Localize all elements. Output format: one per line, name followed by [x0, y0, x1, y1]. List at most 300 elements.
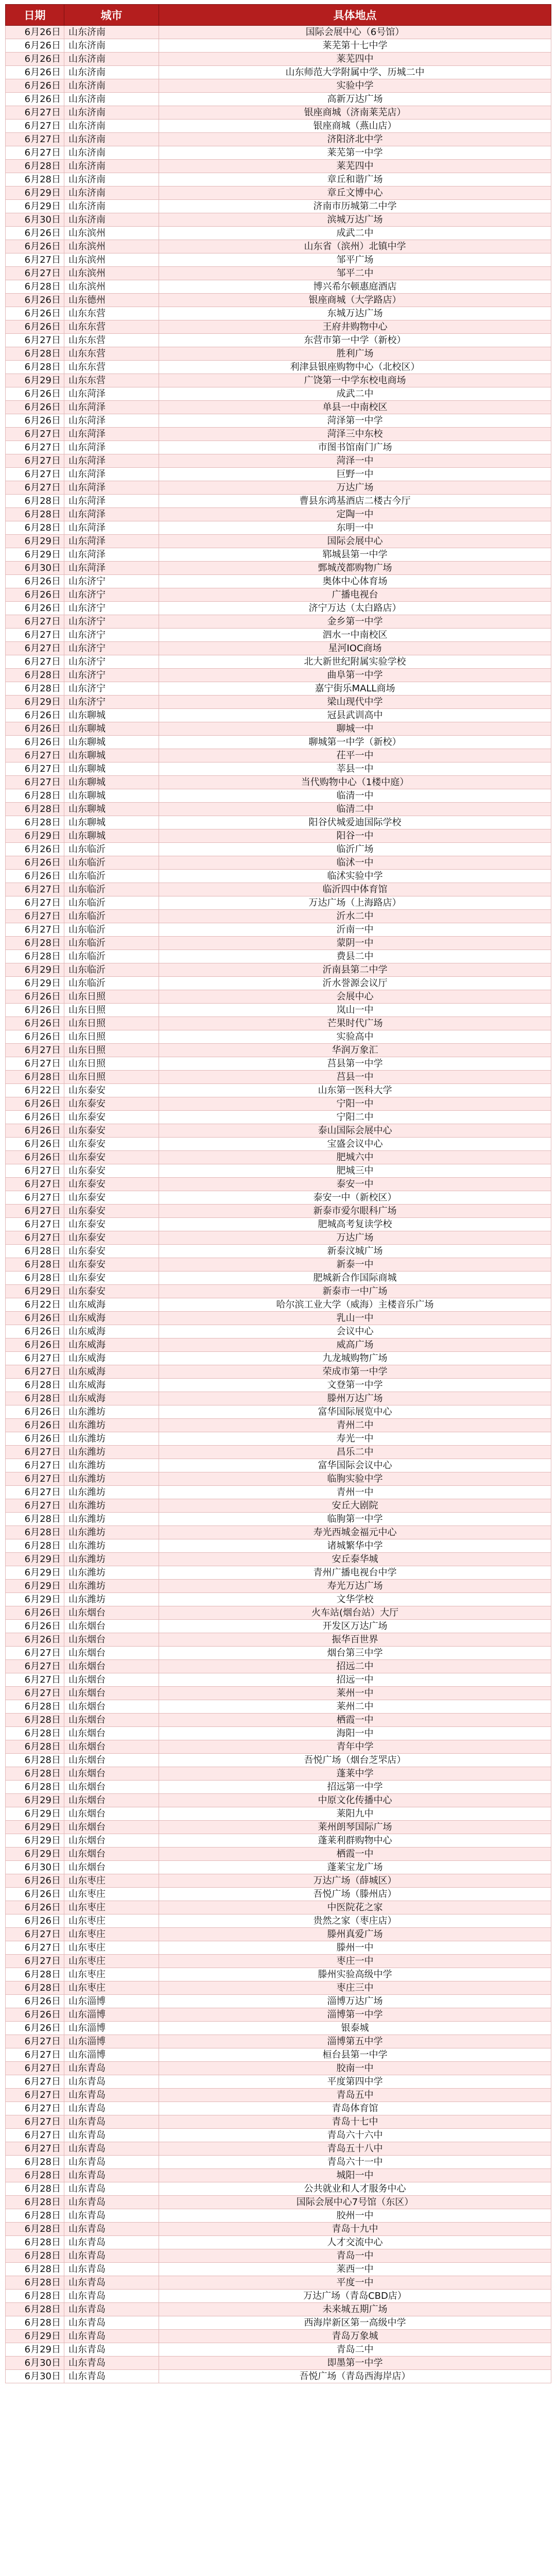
- table-row: [6, 240, 551, 253]
- cell-place: 广播电视台: [159, 588, 551, 602]
- cell-place: 星河IOC商场: [159, 642, 551, 655]
- cell-city: 山东日照: [64, 1071, 159, 1084]
- cell-date: 6月27日: [6, 1365, 64, 1379]
- table-row: [6, 1834, 551, 1848]
- cell-city: 山东泰安: [64, 1164, 159, 1178]
- table-row: [6, 896, 551, 910]
- cell-place: 招远一中: [159, 1673, 551, 1687]
- cell-city: 山东日照: [64, 1017, 159, 1030]
- table-row: [6, 320, 551, 334]
- cell-city: 山东聊城: [64, 762, 159, 776]
- cell-place: 银座商城（济南莱芜店）: [159, 106, 551, 120]
- cell-place: 寿光万达广场: [159, 1580, 551, 1593]
- cell-city: 山东东营: [64, 320, 159, 334]
- table-row: [6, 870, 551, 883]
- table-row: [6, 2142, 551, 2156]
- cell-date: 6月27日: [6, 923, 64, 937]
- table-row: [6, 173, 551, 187]
- cell-place: 诸城繁华中学: [159, 1539, 551, 1553]
- cell-date: 6月30日: [6, 2370, 64, 2383]
- cell-place: 万达广场（薛城区）: [159, 1874, 551, 1888]
- cell-city: 山东菏泽: [64, 495, 159, 508]
- cell-city: 山东青岛: [64, 2290, 159, 2303]
- table-row: [6, 1472, 551, 1486]
- cell-city: 山东聊城: [64, 749, 159, 762]
- cell-date: 6月26日: [6, 736, 64, 749]
- cell-city: 山东泰安: [64, 1285, 159, 1298]
- cell-city: 山东枣庄: [64, 1928, 159, 1941]
- cell-city: 山东济南: [64, 200, 159, 213]
- cell-date: 6月27日: [6, 454, 64, 468]
- cell-city: 山东青岛: [64, 2276, 159, 2290]
- table-row: [6, 2102, 551, 2115]
- cell-city: 山东日照: [64, 1044, 159, 1057]
- cell-date: 6月26日: [6, 870, 64, 883]
- cell-place: 即墨第一中学: [159, 2357, 551, 2370]
- cell-date: 6月26日: [6, 93, 64, 106]
- cell-date: 6月26日: [6, 1030, 64, 1044]
- table-row: [6, 937, 551, 950]
- cell-city: 山东青岛: [64, 2263, 159, 2276]
- cell-city: 山东济南: [64, 120, 159, 133]
- cell-date: 6月27日: [6, 2062, 64, 2075]
- cell-city: 山东潍坊: [64, 1580, 159, 1593]
- cell-city: 山东聊城: [64, 803, 159, 816]
- cell-place: 万达广场（上海路店）: [159, 896, 551, 910]
- cell-city: 山东烟台: [64, 1754, 159, 1767]
- cell-city: 山东潍坊: [64, 1446, 159, 1459]
- cell-place: 安丘泰华城: [159, 1553, 551, 1566]
- table-row: [6, 843, 551, 856]
- cell-date: 6月27日: [6, 253, 64, 267]
- table-row: [6, 1044, 551, 1057]
- cell-date: 6月27日: [6, 2089, 64, 2102]
- cell-date: 6月27日: [6, 1205, 64, 1218]
- cell-place: 国际会展中心7号馆（东区）: [159, 2196, 551, 2209]
- cell-place: 海阳一中: [159, 1727, 551, 1740]
- table-row: [6, 602, 551, 615]
- cell-city: 山东潍坊: [64, 1405, 159, 1419]
- table-row: [6, 1178, 551, 1191]
- cell-date: 6月27日: [6, 1486, 64, 1499]
- cell-place: 胜利广场: [159, 347, 551, 361]
- cell-place: 莱芜第一中学: [159, 146, 551, 160]
- table-row: [6, 1365, 551, 1379]
- cell-place: 阳谷一中: [159, 829, 551, 843]
- cell-place: 泗水一中南校区: [159, 629, 551, 642]
- table-row: [6, 963, 551, 977]
- cell-date: 6月27日: [6, 1352, 64, 1365]
- cell-city: 山东淄博: [64, 2022, 159, 2035]
- cell-date: 6月26日: [6, 39, 64, 53]
- cell-place: 胶州一中: [159, 2209, 551, 2223]
- cell-date: 6月27日: [6, 106, 64, 120]
- cell-date: 6月27日: [6, 910, 64, 923]
- cell-place: 青州二中: [159, 1419, 551, 1432]
- cell-place: 莘县一中: [159, 762, 551, 776]
- table-row: [6, 2169, 551, 2182]
- cell-date: 6月27日: [6, 1446, 64, 1459]
- cell-place: 蓬莱中学: [159, 1767, 551, 1781]
- cell-place: 枣庄一中: [159, 1955, 551, 1968]
- cell-city: 山东菏泽: [64, 521, 159, 535]
- table-row: [6, 294, 551, 307]
- cell-date: 6月26日: [6, 1312, 64, 1325]
- table-row: [6, 267, 551, 280]
- table-row: [6, 1660, 551, 1673]
- cell-city: 山东淄博: [64, 2035, 159, 2048]
- table-row: [6, 133, 551, 146]
- table-row: [6, 468, 551, 481]
- cell-date: 6月27日: [6, 1057, 64, 1071]
- table-row: [6, 1995, 551, 2008]
- cell-date: 6月26日: [6, 856, 64, 870]
- cell-city: 山东青岛: [64, 2343, 159, 2357]
- table-row: [6, 1513, 551, 1526]
- cell-date: 6月28日: [6, 160, 64, 173]
- cell-date: 6月28日: [6, 1526, 64, 1539]
- table-row: [6, 1606, 551, 1620]
- cell-city: 山东青岛: [64, 2316, 159, 2330]
- cell-date: 6月26日: [6, 722, 64, 736]
- cell-date: 6月27日: [6, 1955, 64, 1968]
- cell-place: 章丘和谐广场: [159, 173, 551, 187]
- cell-date: 6月27日: [6, 1178, 64, 1191]
- cell-place: 实验高中: [159, 1030, 551, 1044]
- table-row: [6, 1593, 551, 1606]
- table-row: [6, 1553, 551, 1566]
- cell-city: 山东烟台: [64, 1647, 159, 1660]
- cell-city: 山东济宁: [64, 629, 159, 642]
- table-row: [6, 2343, 551, 2357]
- cell-place: 嘉宁街乐MALL商场: [159, 682, 551, 696]
- cell-city: 山东菏泽: [64, 441, 159, 454]
- cell-place: 城阳一中: [159, 2169, 551, 2182]
- cell-date: 6月30日: [6, 1861, 64, 1874]
- cell-date: 6月27日: [6, 762, 64, 776]
- table-row: [6, 1004, 551, 1017]
- cell-place: 招远二中: [159, 1660, 551, 1673]
- cell-date: 6月26日: [6, 307, 64, 320]
- cell-place: 平度一中: [159, 2276, 551, 2290]
- cell-place: 临沂四中体育馆: [159, 883, 551, 896]
- cell-place: 济南市历城第二中学: [159, 200, 551, 213]
- cell-city: 山东济宁: [64, 669, 159, 682]
- table-row: [6, 414, 551, 428]
- cell-place: 成武二中: [159, 387, 551, 401]
- cell-city: 山东临沂: [64, 896, 159, 910]
- cell-date: 6月27日: [6, 896, 64, 910]
- cell-place: 聊城一中: [159, 722, 551, 736]
- cell-date: 6月26日: [6, 1874, 64, 1888]
- cell-city: 山东烟台: [64, 1794, 159, 1807]
- cell-date: 6月29日: [6, 1580, 64, 1593]
- cell-city: 山东青岛: [64, 2182, 159, 2196]
- cell-place: 国际会展中心: [159, 535, 551, 548]
- cell-city: 山东济宁: [64, 575, 159, 588]
- cell-city: 山东烟台: [64, 1727, 159, 1740]
- cell-date: 6月28日: [6, 2223, 64, 2236]
- table-row: [6, 1057, 551, 1071]
- cell-date: 6月27日: [6, 441, 64, 454]
- cell-date: 6月27日: [6, 146, 64, 160]
- cell-place: 万达广场: [159, 481, 551, 495]
- header-date: 日期: [6, 5, 64, 26]
- cell-place: 宁阳一中: [159, 1097, 551, 1111]
- table-row: [6, 146, 551, 160]
- cell-city: 山东威海: [64, 1338, 159, 1352]
- cell-place: 中医院花之家: [159, 1901, 551, 1914]
- cell-city: 山东东营: [64, 361, 159, 374]
- cell-place: 沂水二中: [159, 910, 551, 923]
- table-row: [6, 187, 551, 200]
- table-row: [6, 1459, 551, 1472]
- table-row: [6, 1071, 551, 1084]
- cell-place: 泰安一中（新校区）: [159, 1191, 551, 1205]
- cell-date: 6月27日: [6, 615, 64, 629]
- cell-place: 肥城高考复读学校: [159, 1218, 551, 1231]
- cell-place: 市图书馆南门广场: [159, 441, 551, 454]
- cell-city: 山东滨州: [64, 240, 159, 253]
- cell-city: 山东潍坊: [64, 1499, 159, 1513]
- cell-city: 山东临沂: [64, 843, 159, 856]
- cell-place: 青岛二中: [159, 2343, 551, 2357]
- cell-city: 山东青岛: [64, 2102, 159, 2115]
- cell-place: 蓬莱宝龙广场: [159, 1861, 551, 1874]
- cell-date: 6月27日: [6, 1044, 64, 1057]
- cell-place: 茌平一中: [159, 749, 551, 762]
- cell-place: 青岛十九中: [159, 2223, 551, 2236]
- cell-city: 山东济南: [64, 146, 159, 160]
- table-row: [6, 26, 551, 39]
- cell-place: 曹县东鸿基酒店二楼古今厅: [159, 495, 551, 508]
- cell-date: 6月29日: [6, 696, 64, 709]
- cell-city: 山东潍坊: [64, 1526, 159, 1539]
- cell-city: 山东泰安: [64, 1151, 159, 1164]
- cell-place: 邹平广场: [159, 253, 551, 267]
- table-row: [6, 1097, 551, 1111]
- cell-date: 6月27日: [6, 2102, 64, 2115]
- table-row: [6, 1620, 551, 1633]
- cell-city: 山东临沂: [64, 950, 159, 963]
- cell-date: 6月26日: [6, 709, 64, 722]
- table-row: [6, 1258, 551, 1272]
- cell-date: 6月29日: [6, 548, 64, 562]
- cell-date: 6月26日: [6, 240, 64, 253]
- table-row: [6, 2035, 551, 2048]
- cell-date: 6月28日: [6, 2209, 64, 2223]
- cell-date: 6月28日: [6, 950, 64, 963]
- cell-date: 6月28日: [6, 1781, 64, 1794]
- cell-place: 阳谷伏城爱迪国际学校: [159, 816, 551, 829]
- cell-city: 山东泰安: [64, 1218, 159, 1231]
- table-row: [6, 722, 551, 736]
- table-row: [6, 669, 551, 682]
- table-row: [6, 1821, 551, 1834]
- table-row: [6, 213, 551, 227]
- cell-city: 山东菏泽: [64, 454, 159, 468]
- table-row: [6, 39, 551, 53]
- cell-place: 梁山现代中学: [159, 696, 551, 709]
- cell-date: 6月27日: [6, 655, 64, 669]
- cell-place: 成武二中: [159, 227, 551, 240]
- cell-city: 山东潍坊: [64, 1472, 159, 1486]
- table-row: [6, 923, 551, 937]
- table-row: [6, 1727, 551, 1740]
- cell-date: 6月26日: [6, 66, 64, 79]
- table-row: [6, 253, 551, 267]
- table-row: [6, 2089, 551, 2102]
- cell-city: 山东聊城: [64, 709, 159, 722]
- table-row: [6, 160, 551, 173]
- cell-place: 莱州朗琴国际广场: [159, 1821, 551, 1834]
- cell-city: 山东聊城: [64, 776, 159, 789]
- cell-date: 6月28日: [6, 2196, 64, 2209]
- cell-place: 沂南县第二中学: [159, 963, 551, 977]
- cell-place: 振华百世界: [159, 1633, 551, 1647]
- cell-city: 山东烟台: [64, 1633, 159, 1647]
- cell-city: 山东济宁: [64, 682, 159, 696]
- cell-place: 聊城第一中学（新校）: [159, 736, 551, 749]
- cell-place: 万达广场: [159, 1231, 551, 1245]
- table-row: [6, 495, 551, 508]
- cell-city: 山东烟台: [64, 1781, 159, 1794]
- cell-place: 莱阳九中: [159, 1807, 551, 1821]
- cell-date: 6月29日: [6, 1834, 64, 1848]
- cell-city: 山东枣庄: [64, 1914, 159, 1928]
- cell-date: 6月29日: [6, 2330, 64, 2343]
- cell-city: 山东青岛: [64, 2357, 159, 2370]
- cell-place: 费县二中: [159, 950, 551, 963]
- cell-place: 肥城六中: [159, 1151, 551, 1164]
- table-row: [6, 1379, 551, 1392]
- table-row: [6, 79, 551, 93]
- cell-date: 6月29日: [6, 1593, 64, 1606]
- cell-date: 6月27日: [6, 1941, 64, 1955]
- cell-city: 山东德州: [64, 294, 159, 307]
- cell-date: 6月26日: [6, 990, 64, 1004]
- cell-date: 6月28日: [6, 508, 64, 521]
- cell-date: 6月29日: [6, 963, 64, 977]
- cell-place: 青州一中: [159, 1486, 551, 1499]
- cell-place: 公共就业和人才服务中心: [159, 2182, 551, 2196]
- table-row: [6, 428, 551, 441]
- cell-place: 莒县一中: [159, 1071, 551, 1084]
- cell-city: 山东滨州: [64, 267, 159, 280]
- cell-place: 定陶一中: [159, 508, 551, 521]
- cell-date: 6月28日: [6, 937, 64, 950]
- cell-city: 山东聊城: [64, 736, 159, 749]
- cell-date: 6月26日: [6, 1004, 64, 1017]
- table-row: [6, 1955, 551, 1968]
- cell-city: 山东枣庄: [64, 1955, 159, 1968]
- cell-city: 山东青岛: [64, 2115, 159, 2129]
- table-row: [6, 387, 551, 401]
- table-row: [6, 709, 551, 722]
- cell-city: 山东临沂: [64, 937, 159, 950]
- table-row: [6, 1687, 551, 1700]
- cell-city: 山东济南: [64, 53, 159, 66]
- cell-date: 6月26日: [6, 843, 64, 856]
- cell-place: 青岛十七中: [159, 2115, 551, 2129]
- table-row: [6, 2022, 551, 2035]
- cell-city: 山东潍坊: [64, 1539, 159, 1553]
- cell-city: 山东临沂: [64, 923, 159, 937]
- cell-city: 山东济宁: [64, 696, 159, 709]
- cell-city: 山东潍坊: [64, 1419, 159, 1432]
- table-row: [6, 1298, 551, 1312]
- cell-date: 6月26日: [6, 1606, 64, 1620]
- cell-date: 6月28日: [6, 816, 64, 829]
- cell-place: 曲阜第一中学: [159, 669, 551, 682]
- table-row: [6, 1030, 551, 1044]
- cell-city: 山东青岛: [64, 2075, 159, 2089]
- cell-date: 6月26日: [6, 1419, 64, 1432]
- cell-date: 6月28日: [6, 280, 64, 294]
- cell-date: 6月27日: [6, 1218, 64, 1231]
- table-row: [6, 588, 551, 602]
- cell-city: 山东枣庄: [64, 1888, 159, 1901]
- table-row: [6, 2182, 551, 2196]
- cell-place: 沂水誉源会议厅: [159, 977, 551, 990]
- cell-city: 山东济南: [64, 106, 159, 120]
- cell-city: 山东东营: [64, 374, 159, 387]
- cell-date: 6月29日: [6, 1794, 64, 1807]
- table-row: [6, 200, 551, 213]
- cell-date: 6月27日: [6, 133, 64, 146]
- cell-place: 青岛五十八中: [159, 2142, 551, 2156]
- cell-date: 6月26日: [6, 1620, 64, 1633]
- table-row: [6, 307, 551, 320]
- cell-date: 6月28日: [6, 1272, 64, 1285]
- cell-city: 山东日照: [64, 1057, 159, 1071]
- cell-city: 山东烟台: [64, 1740, 159, 1754]
- table-row: [6, 829, 551, 843]
- cell-city: 山东威海: [64, 1325, 159, 1338]
- cell-place: 宝盛会议中心: [159, 1138, 551, 1151]
- cell-date: 6月27日: [6, 776, 64, 789]
- cell-date: 6月28日: [6, 789, 64, 803]
- table-row: [6, 856, 551, 870]
- cell-city: 山东菏泽: [64, 562, 159, 575]
- cell-place: 菏泽三中东校: [159, 428, 551, 441]
- cell-date: 6月26日: [6, 1888, 64, 1901]
- cell-date: 6月28日: [6, 1245, 64, 1258]
- cell-place: 东城万达广场: [159, 307, 551, 320]
- cell-city: 山东枣庄: [64, 1874, 159, 1888]
- cell-city: 山东济宁: [64, 642, 159, 655]
- cell-date: 6月26日: [6, 414, 64, 428]
- cell-date: 6月27日: [6, 468, 64, 481]
- cell-place: 莱州二中: [159, 1700, 551, 1714]
- table-row: [6, 361, 551, 374]
- cell-city: 山东淄博: [64, 2008, 159, 2022]
- cell-date: 6月26日: [6, 1151, 64, 1164]
- cell-place: 博兴希尔顿惠庭酒店: [159, 280, 551, 294]
- cell-city: 山东济南: [64, 39, 159, 53]
- cell-city: 山东济南: [64, 187, 159, 200]
- cell-place: 莱芜四中: [159, 160, 551, 173]
- cell-city: 山东泰安: [64, 1272, 159, 1285]
- cell-place: 荣成市第一中学: [159, 1365, 551, 1379]
- table-row: [6, 682, 551, 696]
- cell-place: 滕州真爱广场: [159, 1928, 551, 1941]
- cell-city: 山东烟台: [64, 1834, 159, 1848]
- table-body: [6, 26, 551, 2383]
- cell-place: 济宁万达（太白路店）: [159, 602, 551, 615]
- cell-date: 6月27日: [6, 1687, 64, 1700]
- cell-place: 寿光一中: [159, 1432, 551, 1446]
